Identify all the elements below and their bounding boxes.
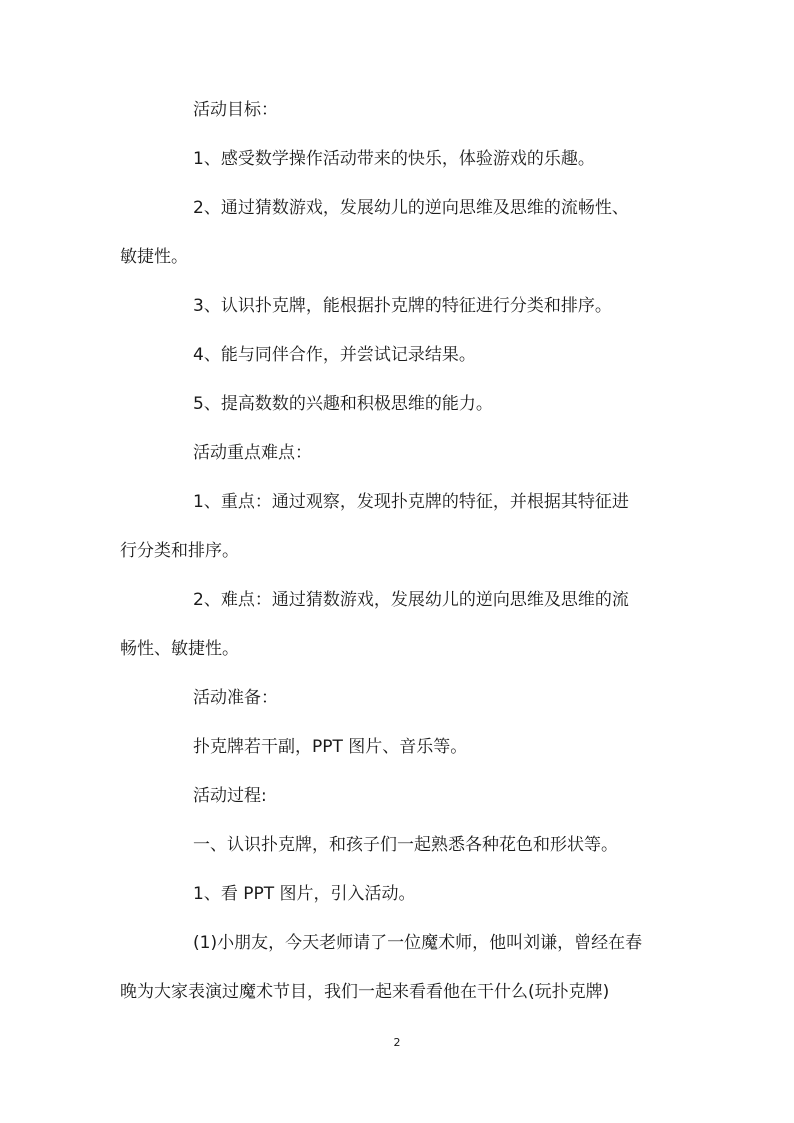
paragraph-line: 1、看 PPT 图片，引入活动。 [193, 884, 416, 904]
paragraph-line: 敏捷性。 [120, 247, 188, 267]
paragraph-line: (1)小朋友，今天老师请了一位魔术师，他叫刘谦，曾经在春 [193, 933, 643, 953]
paragraph-line: 一、认识扑克牌，和孩子们一起熟悉各种花色和形状等。 [193, 835, 618, 855]
paragraph-line: 2、难点：通过猜数游戏，发展幼儿的逆向思维及思维的流 [193, 590, 629, 610]
heading-key-difficulties: 活动重点难点： [193, 443, 312, 463]
paragraph-line: 4、能与同伴合作，并尝试记录结果。 [193, 345, 476, 365]
paragraph-line: 行分类和排序。 [120, 541, 239, 561]
page-number: 2 [393, 1036, 401, 1049]
paragraph-line: 晚为大家表演过魔术节目，我们一起来看看他在干什么(玩扑克牌) [120, 982, 610, 1002]
heading-activity-preparation: 活动准备： [193, 688, 278, 708]
paragraph-line: 扑克牌若干副，PPT 图片、音乐等。 [193, 737, 468, 757]
paragraph-line: 1、感受数学操作活动带来的快乐，体验游戏的乐趣。 [193, 149, 595, 169]
heading-activity-process: 活动过程: [193, 786, 267, 806]
paragraph-line: 3、认识扑克牌，能根据扑克牌的特征进行分类和排序。 [193, 296, 612, 316]
paragraph-line: 1、重点：通过观察，发现扑克牌的特征，并根据其特征进 [193, 492, 629, 512]
heading-activity-goals: 活动目标： [193, 100, 278, 120]
paragraph-line: 畅性、敏捷性。 [120, 639, 239, 659]
paragraph-line: 2、通过猜数游戏，发展幼儿的逆向思维及思维的流畅性、 [193, 198, 629, 218]
paragraph-line: 5、提高数数的兴趣和积极思维的能力。 [193, 394, 493, 414]
